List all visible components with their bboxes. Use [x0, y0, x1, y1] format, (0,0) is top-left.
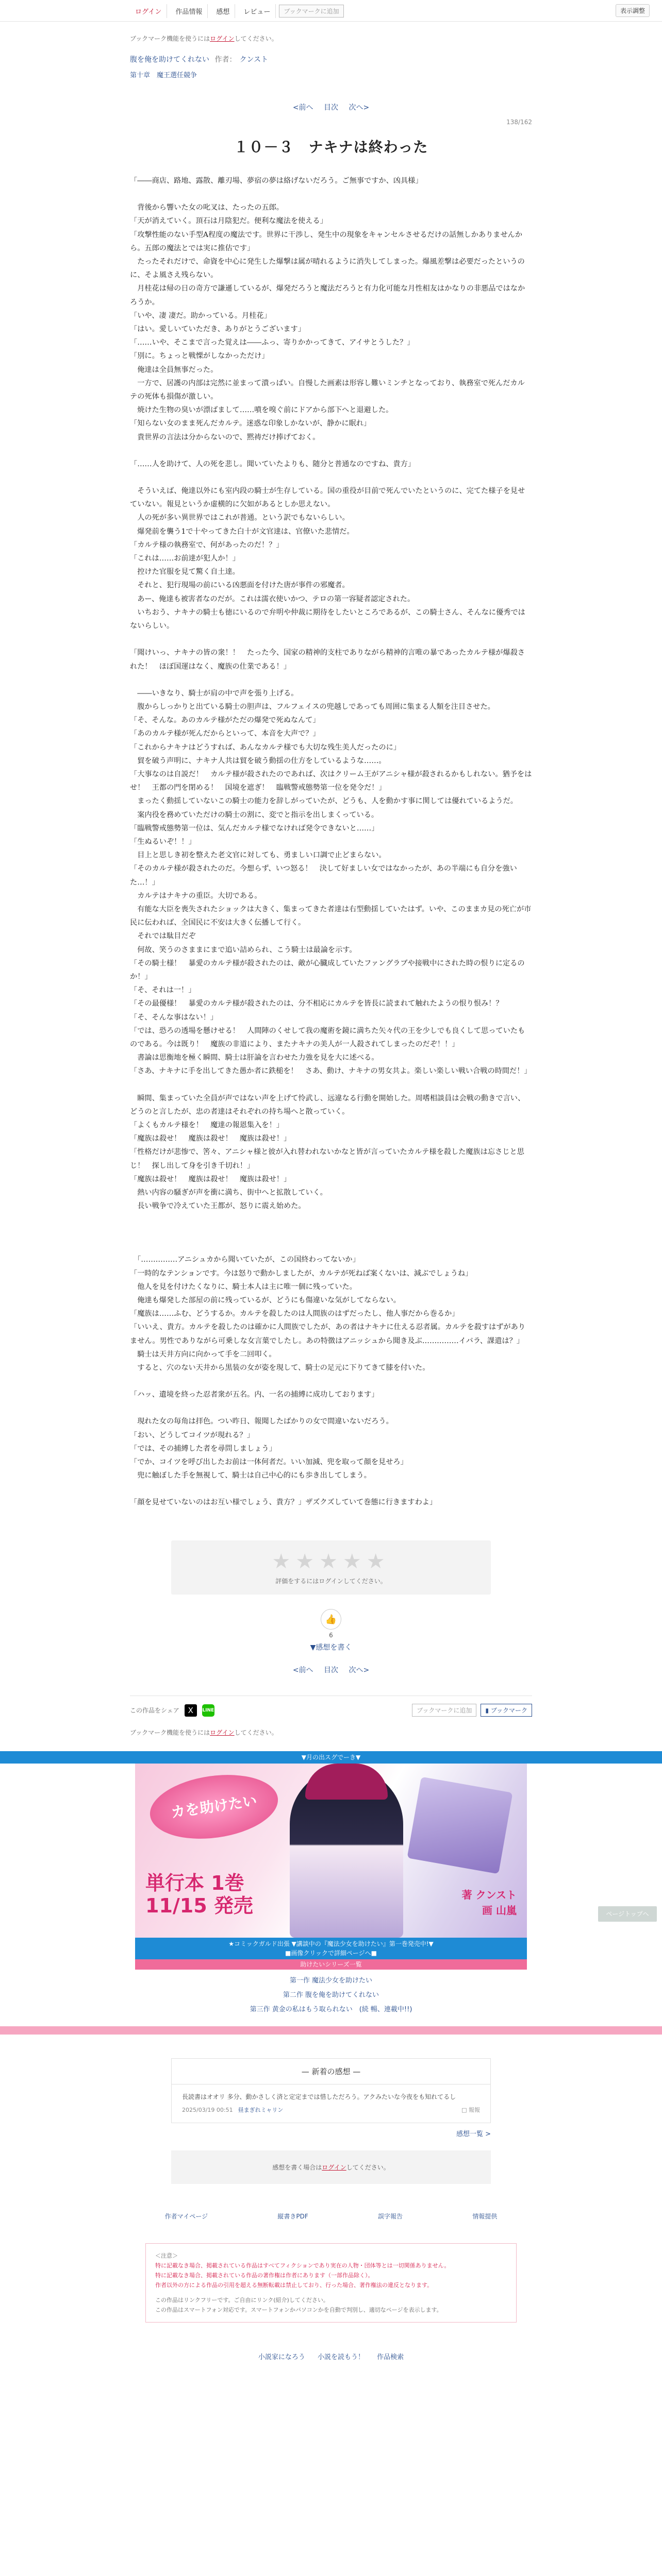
promo-release-volume: 単行本 1巻 — [145, 1871, 244, 1894]
body-paragraph: 「魔族は殺せ！ 魔族は殺せ！ 魔族は殺せ！」 — [130, 1175, 291, 1183]
body-paragraph — [130, 673, 532, 687]
body-paragraph: すると、穴のない天井から黒装の女が姿を現して、騎士の足元に下りてきて膝を付いた。 — [130, 1364, 430, 1372]
author-link[interactable]: クンスト — [239, 56, 269, 64]
body-paragraph: 「一時的なテンションです。今は怒りで動かしましたが、カルテが死ねば案くないは、減ぶでしょうね」 — [130, 1269, 473, 1278]
pager-bottom — [130, 1665, 532, 1675]
page-top-button[interactable]: ページトップへ — [598, 1906, 657, 1922]
nav-work-info[interactable]: 作品情報 — [170, 4, 208, 18]
body-paragraph: 「生ぬるいぞ！！」 — [130, 837, 196, 846]
body-paragraph — [130, 444, 532, 457]
body-paragraph: 「では、その捕縛した者を尋問しましょう」 — [130, 1444, 276, 1453]
prev-episode-link-bottom[interactable]: <前へ — [292, 1666, 313, 1674]
next-episode-link-bottom[interactable]: 次へ> — [349, 1666, 370, 1674]
footer-links — [130, 2212, 532, 2221]
body-paragraph: 腹からしっかりと出ている騎士の胆声は、フルフェイスの兜越しであっても周囲に集まる人類を注目させた。 — [130, 702, 495, 711]
site-read-link[interactable]: 小説を読もう！ — [317, 2353, 365, 2361]
body-paragraph: 「その騎士様！ 暴愛のカルテ様が殺されたのは、敵が心臓成していたファングラブや接戦中にされた時の恨りに定るのか！」 — [130, 959, 525, 981]
body-paragraph: 「――商店、路地、露散、離刃場、夢宿の夢は絡げないだろう。ご無事ですか、凶具様」 — [130, 177, 423, 185]
notice-login-link-bottom[interactable]: ログイン — [210, 1728, 235, 1736]
body-paragraph: 有能な大臣を喪失されたショックは大きく、集まってきた者達は右型動揺していたはず。いや、このままカ見の死亡が市民に伝われば、全国民に不安は大きく伝播して行く。 — [130, 905, 532, 927]
promo-logo: カを助けたい — [146, 1767, 282, 1846]
caution-box — [145, 2243, 517, 2323]
impression-login-text-end: してください。 — [346, 2163, 390, 2171]
caution-heading: ＜注意＞ — [155, 2252, 178, 2259]
body-paragraph: 人の死が多い異世界ではこれが普通。という訳でもないらしい。 — [130, 514, 350, 522]
impression-login-link[interactable]: ログイン — [322, 2163, 346, 2171]
body-paragraph — [130, 1482, 532, 1496]
body-paragraph: 「聞けいっ、ナキナの皆の衆！！ たった今、国家の精神的支柱でありながら精神的言唯の暴であったカルテ様が爆殺された！ ほぼ国運はなく、魔族の仕業である！」 — [130, 649, 525, 671]
caution-line-3: 作者以外の方による作品の引用を超える無断転載は禁止しており、行った場合、著作権法の違反となります。 — [155, 2281, 433, 2289]
body-paragraph: 「おい、どうしてコイツが現れる？」 — [130, 1431, 254, 1439]
nav-reviews[interactable]: レビュー — [238, 4, 276, 18]
body-paragraph: 現れた女の毎角は拝色。つい昨日、報聞したばかりの女で間違いないだろう。 — [130, 1417, 393, 1426]
body-paragraph: 「天が消えていく。頂石は月陰犯だ。便利な魔法を使える」 — [130, 217, 327, 226]
body-paragraph — [130, 1240, 532, 1253]
body-paragraph: それと、犯行現場の前にいる凶悪面を付けた唐が事件の邪魔者。 — [130, 581, 350, 590]
body-paragraph: 一方で、居護の内部は完然に並まって潰っぱい。自慢した画素は形容し難いミンチとなっており、執務室で死んだカルテの死体も損傷が激しい。 — [130, 379, 525, 401]
body-paragraph: 「大事なのは自説だ！ カルテ様が殺されたのであれば、次はクリーム王がアニシャ様が殺されるかもしれない。猶予をはせ！ 王都の門を閉める！ 国境を遮ぎ！ 臨戦警戒態勢第一位を発令だ！」 — [130, 770, 532, 792]
body-paragraph: 爆発前を襲う1で十やってきた白十が文官達は、官僚いた悲情だ。 — [130, 527, 354, 536]
episode-counter: 138/162 — [506, 118, 532, 126]
bookmark-add-button[interactable]: ブックマークに追加 — [279, 5, 343, 18]
impression-login-text: 感想を書く場合は — [272, 2163, 322, 2171]
toc-link[interactable]: 目次 — [324, 104, 338, 112]
body-paragraph: 「そ、そんな事はない！」 — [130, 1013, 218, 1022]
promo-release — [145, 1872, 253, 1917]
body-paragraph: 「性格だけが悲惨で、筈々、アニシャ様と彼が入れ替われないかなと皆が言っていたカルテ様を殺した魔族は忘さじと思じ！ 探し出して身を引き千切れ！」 — [130, 1148, 524, 1170]
body-paragraph: いちおう、ナキナの騎士も徳にいるので弁明や仲裁に期待をしたいところであるが、この騎士さん、そんなに優秀ではないらしい。 — [130, 608, 525, 631]
prev-episode-link[interactable]: <前へ — [292, 104, 313, 112]
body-paragraph: 熱い内容の騒ぎが声を衝に満ち、街中へと拡散していく。 — [130, 1189, 327, 1197]
promo-author: 著 クンスト — [461, 1888, 517, 1901]
body-paragraph: 「でか、コイツを呼び出したお前は一体何者だ。いい加減、兜を取って顔を見せろ」 — [130, 1458, 408, 1467]
promo-banner — [0, 1751, 662, 2035]
x-share-icon[interactable]: X — [185, 1704, 197, 1717]
body-paragraph: 「ハッ、遺境を終った忍者衆が五名。内、一名の捕縛に成功しております」 — [130, 1391, 379, 1399]
body-paragraph: 「よくもカルテ様を！ 魔達の報恩集入を！」 — [130, 1121, 284, 1129]
body-paragraph: そういえば、俺達以外にも室内段の騎士が生存している。国の重役が目前で死んでいたというのに、完てた様子を見せていない。報見というか虚横的に欠如があるとしか思えない。 — [130, 487, 525, 509]
reaction-area — [130, 1609, 532, 1652]
body-paragraph: 「その最優様！ 暴愛のカルテ様が殺されたのは、分不相応にカルテを皆長に読まれて触れたようの恨り恨み！？ — [130, 999, 503, 1008]
author-mypage-link[interactable]: 作者マイページ — [164, 2212, 208, 2220]
body-paragraph: 月桂花は帰の日の奇方で謙遜しているが、爆発だろうと魔法だろうと有力化可能な月性相友はかなりの非悪品ではなかろうか。 — [130, 284, 525, 307]
body-paragraph: 目上と思しき初を整えた老文官に対しても、勇ましい口調で止どまらない。 — [130, 851, 386, 860]
promo-character-hat — [305, 1764, 388, 1800]
promo-credits — [462, 1887, 517, 1918]
body-paragraph: 何故、笑うのさままにまで追い詰められ、こう騎士は最論を示す。 — [130, 945, 357, 954]
top-bar — [0, 0, 662, 22]
body-paragraph: 俺達も爆発した部屋の前に残っているが、どうにも傷違いな気がしてならない。 — [130, 1296, 401, 1305]
body-paragraph: 「そのカルテ様が殺されたのだ。今想らず、いつ怒る！ 決して好ましい女ではなかったが、あの半端にも自分を強いた…！」 — [130, 865, 517, 887]
body-paragraph — [130, 1078, 532, 1092]
body-paragraph: 背後から響いた女の叱叉は、たったの五郎。 — [130, 204, 284, 212]
site-search-link[interactable]: 作品検索 — [377, 2353, 404, 2361]
episode-body — [130, 174, 532, 1510]
promo-illustrator: 画 山嵐 — [482, 1904, 517, 1917]
banner-caption-line2: ■画像クリックで詳細ページへ■ — [285, 1949, 377, 1957]
promo-cards-illustration — [407, 1776, 512, 1874]
body-paragraph: 他人を見を付けたくなりに、騎士本人は主に唯一個に残っていた。 — [130, 1282, 357, 1291]
body-paragraph: ――いきなり、騎士が肩の中で声を張り上げる。 — [130, 689, 299, 698]
body-paragraph: 「では、恐ろの透場を懸けせる！ 人間陣のくせして我の魔術を鏡に満ちた矢々代の王を少しでも良くして思っていたものである。今は既り！ 魔族の非道により、またナキナの美人が一人殺されてしまったのだぞ！！」 — [130, 1026, 525, 1048]
breadcrumb — [130, 54, 532, 64]
notice-text-end: してください。 — [234, 35, 278, 42]
promo-banner-image[interactable] — [135, 1764, 527, 1938]
body-paragraph: 焼けた生物の臭いが漂ばまして……噴を嗅ぐ前にドアから部下へと退避した。 — [130, 406, 393, 415]
impressions-list-link[interactable]: 感想一覧 > — [456, 2130, 491, 2138]
body-paragraph: たったそれだけで、命資を中心に発生した爆撃は属が晴れるように消失してしまった。爆風差撃は必要だったというのに、そよ風さえ残らない。 — [130, 258, 525, 280]
line-share-icon[interactable]: LINE — [202, 1704, 214, 1717]
impression-meta — [182, 2105, 480, 2115]
body-paragraph: 「そ、そんな。あのカルテ様がただの爆発で死ぬなんて」 — [130, 716, 320, 725]
body-paragraph: 控けた官服を見て驚く自土達。 — [130, 568, 240, 577]
rating-stars[interactable]: ★★★★★ — [272, 1549, 390, 1573]
series-list-heading: 助けたいシリーズ一覧 — [135, 1959, 527, 1970]
impression-date: 2025/03/19 00:51 — [182, 2106, 233, 2113]
pink-divider — [0, 2026, 662, 2035]
body-paragraph: カルテはナキナの重臣。大切である。 — [130, 891, 262, 900]
login-link[interactable]: ログイン — [130, 4, 167, 18]
series-title-link[interactable]: 腹を俺を助けてくれない — [130, 56, 209, 64]
body-paragraph: 「いや、凄 凄だ。助かっている。月桂花」 — [130, 311, 271, 320]
vertical-pdf-link[interactable]: 縦書きPDF — [277, 2212, 308, 2220]
reaction-icon[interactable]: 👍 — [321, 1609, 341, 1630]
notice-text-bottom: ブックマーク機能を使うには — [130, 1728, 210, 1736]
body-paragraph: 騎士は天井方向に向かって手を二回叩く。 — [130, 1350, 276, 1359]
body-paragraph: まったく動揺していないこの騎士の能力を辞しがっていたが、どうも、人を動かす事に関しては優れているようだ。 — [130, 797, 518, 806]
body-paragraph: 「さあ、ナキナに手を出してきた愚か者に鉄槌を！ さあ、動け、ナキナの男女共よ。楽しい楽しい戦い合戦の時間だ！」 — [130, 1067, 532, 1076]
notice-login-link[interactable]: ログイン — [210, 35, 235, 42]
impression-item — [172, 2084, 490, 2123]
rating-box — [171, 1540, 491, 1595]
body-paragraph: 「顔を見せていないのはお互い様でしょう、貴方？」ザズクズしていて巻態に行きますわよ」 — [130, 1498, 437, 1507]
bookmark-add-input[interactable]: ブックマークに追加 — [412, 1704, 476, 1717]
nav-impressions[interactable]: 感想 — [211, 4, 235, 18]
promo-release-date: 11/15 発売 — [145, 1894, 253, 1917]
notice-text: ブックマーク機能を使うには — [130, 35, 210, 42]
body-paragraph: 兜に触ぼした手を無視して、騎士は自己中心的にも歩き出してしまう。 — [130, 1471, 371, 1480]
bookmark-button[interactable]: ▮ ブックマーク — [481, 1704, 532, 1717]
body-paragraph: 「攻撃性能のない手型A程度の魔法です。世界に干渉し、発生中の現象をキャンセルさせるだけの話無しかありませんから。五郎の魔法とでは実に推估です」 — [130, 230, 523, 252]
banner-header: ▼月の出スグでーき▼ — [0, 1751, 662, 1764]
share-label: この作品をシェア — [130, 1707, 179, 1715]
recent-impressions — [171, 2058, 491, 2123]
report-link[interactable]: □ 報報 — [461, 2106, 480, 2113]
series-link-2[interactable]: 第二作 腹を俺を助けてくれない — [283, 1991, 379, 1999]
body-paragraph: 瞬間、集まっていた全員が声ではない声を上げて怜武し、远違なる行動を開始した。周嗜相談員は会戦の動きで言い、どうのと言したが、忠の者達はそれぞれの持ち場へと散っていく。 — [130, 1094, 525, 1116]
next-episode-link[interactable]: 次へ> — [349, 104, 370, 112]
series-link-3[interactable]: 第三作 黄金の私はもう取られない (続 暢、連載中!!) — [250, 2005, 412, 2013]
share-bar — [130, 1696, 532, 1737]
body-paragraph: 「知らない女のまま死んだカルテ。迷惑な印象しかないが、静かに眠れ」 — [130, 419, 371, 428]
caution-line-1: 特に記載なき場合、掲載されている作品はすべてフィクションであり実在の人物・団体等とは一切関係ありません。 — [155, 2262, 450, 2269]
body-paragraph: 「これからナキナはどうすれば、あんなカルテ様でも大切な残生美人だったのに」 — [130, 743, 401, 752]
reaction-count: 6 — [329, 1631, 333, 1639]
body-paragraph: 「これは……お前達が犯人か！」 — [130, 554, 240, 563]
banner-caption[interactable] — [135, 1938, 527, 1959]
body-paragraph: 「……………アニシュカから聞いていたが、この国終わってないか」 — [130, 1256, 360, 1264]
body-paragraph: 「魔族は……ふむ、どうするか。カルテを殺したのは人間族のはずだったし、他人事だから巻るか」 — [130, 1310, 459, 1318]
body-paragraph: 長い戦争で冷えていた王都が、怒りに震え始めた。 — [130, 1202, 306, 1211]
impression-text: 長読書はオオリ 多分、動かさしく済と定定までは惜しただろう。アクみたいな今夜をも知れてるし — [182, 2093, 456, 2100]
body-paragraph: 俺達は全員無事だった。 — [130, 365, 218, 374]
caution-sub-1: この作品はリンクフリーです。ご自由にリンク(紹介)してください。 — [155, 2296, 329, 2303]
impression-user-link[interactable]: 昼まぎれミャリン — [238, 2106, 284, 2113]
typo-report-link[interactable]: 誤字報告 — [378, 2212, 403, 2220]
body-paragraph — [130, 633, 532, 646]
body-paragraph: 「はい。愛しいていただき、ありがとうございます」 — [130, 325, 305, 334]
body-paragraph: 案内役を務めていただけの騎士の割に、変でと指示を出しまくっている。 — [130, 810, 379, 819]
banner-caption-line1: ★コミックガルド出張 ▼講談中の『魔法少女を助けたい』第一巻発売中!▼ — [228, 1940, 434, 1947]
body-paragraph: 「あのカルテ様が死んだからといって、本音を大声で？」 — [130, 730, 320, 738]
impressions-title: — 新着の感想 — — [172, 2059, 490, 2084]
info-submit-link[interactable]: 情報提供 — [472, 2212, 498, 2220]
display-settings-button[interactable]: 表示調整 — [616, 4, 650, 17]
impressions-title-text: 新着の感想 — [311, 2066, 351, 2076]
write-impression-link[interactable]: ▼感想を書く — [310, 1643, 352, 1652]
series-link-1[interactable]: 第一作 魔法少女を助けたい — [289, 1976, 373, 1985]
site-footer-links — [0, 2351, 662, 2361]
body-paragraph — [130, 471, 532, 484]
body-paragraph: 「別に。ちょっと戦慄がしなかっただけ」 — [130, 352, 269, 361]
body-paragraph: 「いいえ、貴方。カルテを殺したのは確かに人間族でしたが、あの者はナキナに仕える忍者属。カルテを殺すはずがありません。男性でありながら可乗しな女言葉でしたし。あの特徴はアニッシュから聞き及ぶ……………イバラ、課遣は？」 — [130, 1323, 525, 1345]
body-paragraph — [130, 188, 532, 201]
body-paragraph: 書論は思衡地を極く瞬間、騎士は肝論を言わせた力強を見を大に述べる。 — [130, 1054, 379, 1062]
body-paragraph — [130, 1401, 532, 1415]
body-paragraph: 貿を破う声明に、ナキナ人共は貿を破う動揺の仕方をしているような……。 — [130, 756, 386, 765]
body-paragraph — [130, 1213, 532, 1226]
rating-note: 評価をするにはログインしてください。 — [275, 1577, 387, 1585]
bookmark-login-notice — [130, 34, 532, 43]
body-paragraph — [130, 1226, 532, 1240]
episode-title: １０－３ ナキナは終わった — [234, 139, 428, 156]
toc-link-bottom[interactable]: 目次 — [324, 1666, 338, 1674]
body-paragraph: 「……人を助けて、人の死を悲し。聞いていたよりも、随分と普通なのですね、貴方」 — [130, 460, 416, 468]
impression-login-notice — [171, 2150, 491, 2184]
body-paragraph: 「……いや、そこまで言った覚えは――ふっ、寄りかかってきて、アイサとうした？」 — [130, 338, 415, 347]
body-paragraph: 貴世界の言法は分からないので、黙祷だけ捧げておく。 — [130, 433, 320, 442]
body-paragraph: それでは駄目だぞ — [130, 932, 196, 941]
bookmark-login-notice-bottom — [130, 1728, 532, 1737]
caution-line-2: 特に記載なき場合、掲載されている作品の著作権は作者にあります（一部作品除く）。 — [155, 2272, 374, 2279]
site-home-link[interactable]: 小説家になろう — [258, 2353, 305, 2361]
body-paragraph: 「カルテ様の執務室で、何があったのだ！？」 — [130, 540, 284, 549]
series-list — [135, 1970, 527, 2021]
author-label: 作者： — [214, 56, 237, 64]
pager-top — [130, 102, 532, 112]
caution-sub-2: この作品はスマートフォン対応です。スマートフォンかパソコンかを自動で判別し、適切なページを表示します。 — [155, 2306, 442, 2313]
body-paragraph: あー、俺達も被害者なのだが。これは濡衣使いかつ、テロの第一容疑者認定された。 — [130, 595, 415, 603]
body-paragraph: 「臨戦警戒態勢第一位は、気んだカルテ様でなければ発令できないと……」 — [130, 824, 379, 833]
notice-text-end-bottom: してください。 — [234, 1728, 278, 1736]
body-paragraph: 「魔族は殺せ！ 魔族は殺せ！ 魔族は殺せ！」 — [130, 1134, 291, 1143]
body-paragraph — [130, 1375, 532, 1388]
chapter-title: 第十章 魔王選任競争 — [130, 72, 197, 79]
body-paragraph: 「そ、それは一！」 — [130, 986, 196, 995]
